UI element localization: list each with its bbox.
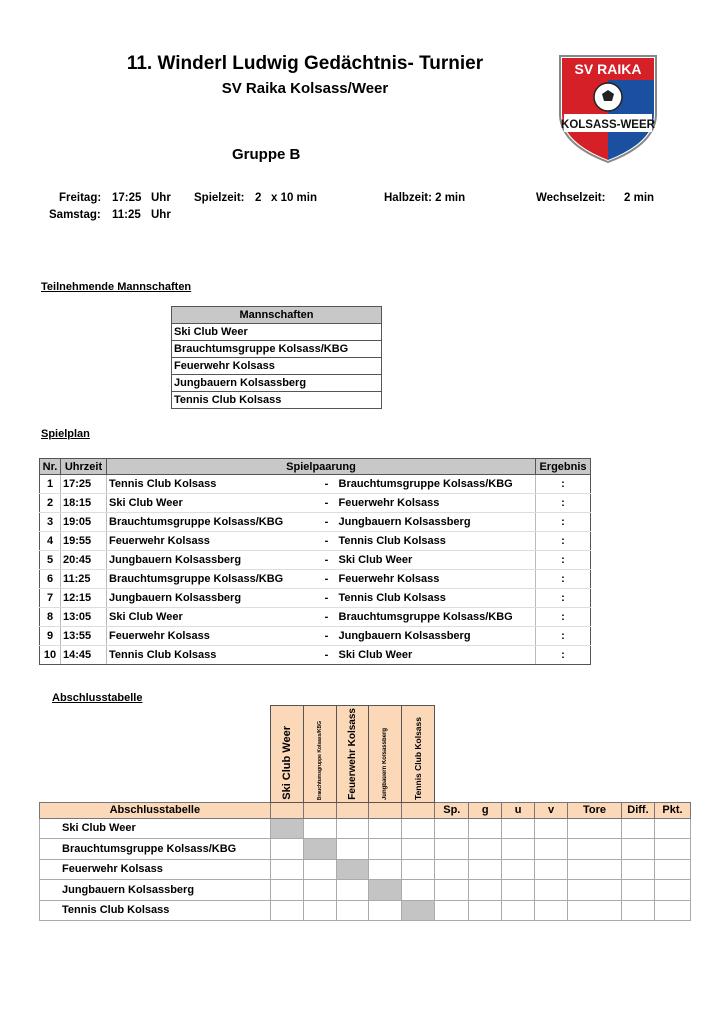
col-time: Uhrzeit — [61, 459, 107, 475]
away-team: Jungbauern Kolsassberg — [337, 627, 536, 646]
final-standings-table — [39, 705, 691, 921]
spielzeit-value: 2 x 10 min — [255, 192, 318, 204]
stat-cell — [568, 839, 622, 860]
match-separator: - — [317, 646, 337, 665]
final-table-label: Abschlusstabelle — [40, 802, 271, 818]
match-time: 11:25 — [61, 570, 107, 589]
result-cell — [303, 880, 336, 901]
schedule-heading: Spielplan — [41, 428, 90, 440]
stat-cell — [568, 859, 622, 880]
saturday-time: 11:25 — [112, 209, 141, 221]
stat-header: v — [535, 802, 568, 818]
stat-cell — [621, 839, 654, 860]
match-separator: - — [317, 551, 337, 570]
match-nr: 4 — [40, 532, 61, 551]
match-separator: - — [317, 570, 337, 589]
result-cell — [303, 839, 336, 860]
friday-time: 17:25 — [112, 192, 142, 204]
stat-cell — [654, 880, 690, 901]
match-result: : — [536, 570, 591, 589]
stat-cell — [568, 900, 622, 921]
match-time: 12:15 — [61, 589, 107, 608]
standings-team: Jungbauern Kolsassberg — [40, 880, 271, 901]
final-table-heading: Abschlusstabelle — [52, 692, 143, 704]
result-cell — [303, 818, 336, 839]
final-col-team: Feuerwehr Kolsass — [336, 706, 369, 803]
result-cell — [402, 859, 435, 880]
col-result: Ergebnis — [536, 459, 591, 475]
team-cell: Jungbauern Kolsassberg — [172, 375, 382, 392]
team-cell: Feuerwehr Kolsass — [172, 358, 382, 375]
match-time: 13:05 — [61, 608, 107, 627]
away-team: Tennis Club Kolsass — [337, 532, 536, 551]
match-result: : — [536, 551, 591, 570]
result-cell — [336, 818, 369, 839]
schedule-row — [40, 551, 591, 570]
group-title: Gruppe B — [232, 146, 301, 163]
match-separator: - — [317, 475, 337, 494]
logo-top-text: SV RAIKA — [574, 61, 642, 77]
schedule-row — [40, 475, 591, 494]
match-separator: - — [317, 494, 337, 513]
result-cell — [369, 880, 402, 901]
final-col-team: Tennis Club Kolsass — [402, 706, 435, 803]
result-cell — [402, 839, 435, 860]
standings-team: Feuerwehr Kolsass — [40, 859, 271, 880]
result-cell — [270, 859, 303, 880]
team-cell: Ski Club Weer — [172, 324, 382, 341]
stat-cell — [568, 818, 622, 839]
final-col-team: Jungbauern Kolsassberg — [369, 706, 402, 803]
standings-row — [40, 900, 691, 921]
home-team: Brauchtumsgruppe Kolsass/KBG — [107, 513, 317, 532]
col-match: Spielpaarung — [107, 459, 536, 475]
club-logo — [556, 52, 660, 164]
stat-header: Sp. — [435, 802, 469, 818]
away-team: Feuerwehr Kolsass — [337, 494, 536, 513]
home-team: Jungbauern Kolsassberg — [107, 589, 317, 608]
result-cell — [369, 839, 402, 860]
match-result: : — [536, 475, 591, 494]
home-team: Brauchtumsgruppe Kolsass/KBG — [107, 570, 317, 589]
team-cell: Tennis Club Kolsass — [172, 392, 382, 409]
stat-cell — [621, 818, 654, 839]
result-cell — [336, 900, 369, 921]
page-subtitle: SV Raika Kolsass/Weer — [221, 80, 389, 97]
result-cell — [270, 900, 303, 921]
standings-team: Brauchtumsgruppe Kolsass/KBG — [40, 839, 271, 860]
match-nr: 2 — [40, 494, 61, 513]
standings-row — [40, 818, 691, 839]
stat-header: Tore — [568, 802, 622, 818]
saturday-uhr: Uhr — [151, 209, 171, 221]
home-team: Feuerwehr Kolsass — [107, 532, 317, 551]
standings-team: Tennis Club Kolsass — [40, 900, 271, 921]
stat-cell — [535, 880, 568, 901]
stat-cell — [502, 839, 535, 860]
stat-cell — [621, 880, 654, 901]
standings-team: Ski Club Weer — [40, 818, 271, 839]
stat-cell — [654, 900, 690, 921]
schedule-row — [40, 494, 591, 513]
result-cell — [402, 900, 435, 921]
match-time: 17:25 — [61, 475, 107, 494]
result-cell — [336, 859, 369, 880]
team-cell: Brauchtumsgruppe Kolsass/KBG — [172, 341, 382, 358]
stat-cell — [469, 880, 502, 901]
stat-header: Pkt. — [654, 802, 690, 818]
schedule-table — [39, 458, 591, 665]
teams-table — [171, 306, 382, 409]
stat-cell — [535, 900, 568, 921]
stat-cell — [435, 818, 469, 839]
match-time: 19:05 — [61, 513, 107, 532]
match-separator: - — [317, 627, 337, 646]
result-cell — [303, 900, 336, 921]
match-result: : — [536, 532, 591, 551]
match-separator: - — [317, 513, 337, 532]
match-result: : — [536, 627, 591, 646]
home-team: Ski Club Weer — [107, 494, 317, 513]
away-team: Brauchtumsgruppe Kolsass/KBG — [337, 475, 536, 494]
final-col-team: Ski Club Weer — [270, 706, 303, 803]
stat-cell — [435, 900, 469, 921]
teams-heading: Teilnehmende Mannschaften — [41, 281, 192, 293]
wechselzeit-label: Wechselzeit: — [536, 192, 606, 204]
stat-cell — [469, 818, 502, 839]
result-cell — [369, 900, 402, 921]
home-team: Feuerwehr Kolsass — [107, 627, 317, 646]
result-cell — [369, 818, 402, 839]
result-cell — [336, 880, 369, 901]
away-team: Feuerwehr Kolsass — [337, 570, 536, 589]
home-team: Ski Club Weer — [107, 608, 317, 627]
match-time: 13:55 — [61, 627, 107, 646]
stat-cell — [535, 818, 568, 839]
match-nr: 9 — [40, 627, 61, 646]
stat-cell — [621, 859, 654, 880]
result-cell — [336, 839, 369, 860]
home-team: Jungbauern Kolsassberg — [107, 551, 317, 570]
stat-cell — [654, 859, 690, 880]
match-nr: 10 — [40, 646, 61, 665]
match-result: : — [536, 513, 591, 532]
standings-row — [40, 839, 691, 860]
match-time: 14:45 — [61, 646, 107, 665]
match-nr: 7 — [40, 589, 61, 608]
wechselzeit-value: 2 min — [624, 192, 655, 204]
match-nr: 1 — [40, 475, 61, 494]
match-separator: - — [317, 589, 337, 608]
stat-header: g — [469, 802, 502, 818]
stat-cell — [435, 839, 469, 860]
match-separator: - — [317, 532, 337, 551]
schedule-row — [40, 646, 591, 665]
stat-cell — [469, 839, 502, 860]
stat-cell — [535, 859, 568, 880]
home-team: Tennis Club Kolsass — [107, 646, 317, 665]
result-cell — [303, 859, 336, 880]
schedule-row — [40, 608, 591, 627]
stat-cell — [502, 859, 535, 880]
away-team: Brauchtumsgruppe Kolsass/KBG — [337, 608, 536, 627]
col-nr: Nr. — [40, 459, 61, 475]
result-cell — [402, 880, 435, 901]
teams-column-header: Mannschaften — [172, 307, 382, 324]
result-cell — [369, 859, 402, 880]
away-team: Ski Club Weer — [337, 646, 536, 665]
saturday-label: Samstag: — [49, 209, 101, 221]
standings-row — [40, 880, 691, 901]
match-time: 18:15 — [61, 494, 107, 513]
match-result: : — [536, 589, 591, 608]
stat-cell — [435, 880, 469, 901]
stat-cell — [502, 818, 535, 839]
spielzeit-label: Spielzeit: — [194, 192, 245, 204]
away-team: Jungbauern Kolsassberg — [337, 513, 536, 532]
logo-bottom-text: KOLSASS-WEER — [561, 119, 655, 131]
stat-header: Diff. — [621, 802, 654, 818]
stat-cell — [654, 839, 690, 860]
result-cell — [270, 880, 303, 901]
match-nr: 8 — [40, 608, 61, 627]
stat-header: u — [502, 802, 535, 818]
result-cell — [270, 839, 303, 860]
match-nr: 5 — [40, 551, 61, 570]
schedule-row — [40, 589, 591, 608]
match-separator: - — [317, 608, 337, 627]
stat-cell — [469, 859, 502, 880]
schedule-row — [40, 627, 591, 646]
match-result: : — [536, 608, 591, 627]
standings-row — [40, 859, 691, 880]
stat-cell — [621, 900, 654, 921]
stat-cell — [654, 818, 690, 839]
stat-cell — [502, 880, 535, 901]
match-nr: 3 — [40, 513, 61, 532]
match-nr: 6 — [40, 570, 61, 589]
final-col-team: Brauchtumsgruppe Kolsass/KBG — [303, 706, 336, 803]
result-cell — [402, 818, 435, 839]
schedule-row — [40, 570, 591, 589]
schedule-row — [40, 513, 591, 532]
stat-cell — [435, 859, 469, 880]
match-time: 20:45 — [61, 551, 107, 570]
home-team: Tennis Club Kolsass — [107, 475, 317, 494]
match-time: 19:55 — [61, 532, 107, 551]
halbzeit-info: Halbzeit: 2 min — [384, 192, 466, 204]
stat-cell — [535, 839, 568, 860]
stat-cell — [469, 900, 502, 921]
friday-uhr: Uhr — [151, 192, 171, 204]
result-cell — [270, 818, 303, 839]
match-result: : — [536, 494, 591, 513]
match-result: : — [536, 646, 591, 665]
away-team: Tennis Club Kolsass — [337, 589, 536, 608]
stat-cell — [568, 880, 622, 901]
friday-label: Freitag: — [59, 192, 102, 204]
stat-cell — [502, 900, 535, 921]
schedule-row — [40, 532, 591, 551]
page-title: 11. Winderl Ludwig Gedächtnis- Turnier — [126, 53, 484, 74]
away-team: Ski Club Weer — [337, 551, 536, 570]
